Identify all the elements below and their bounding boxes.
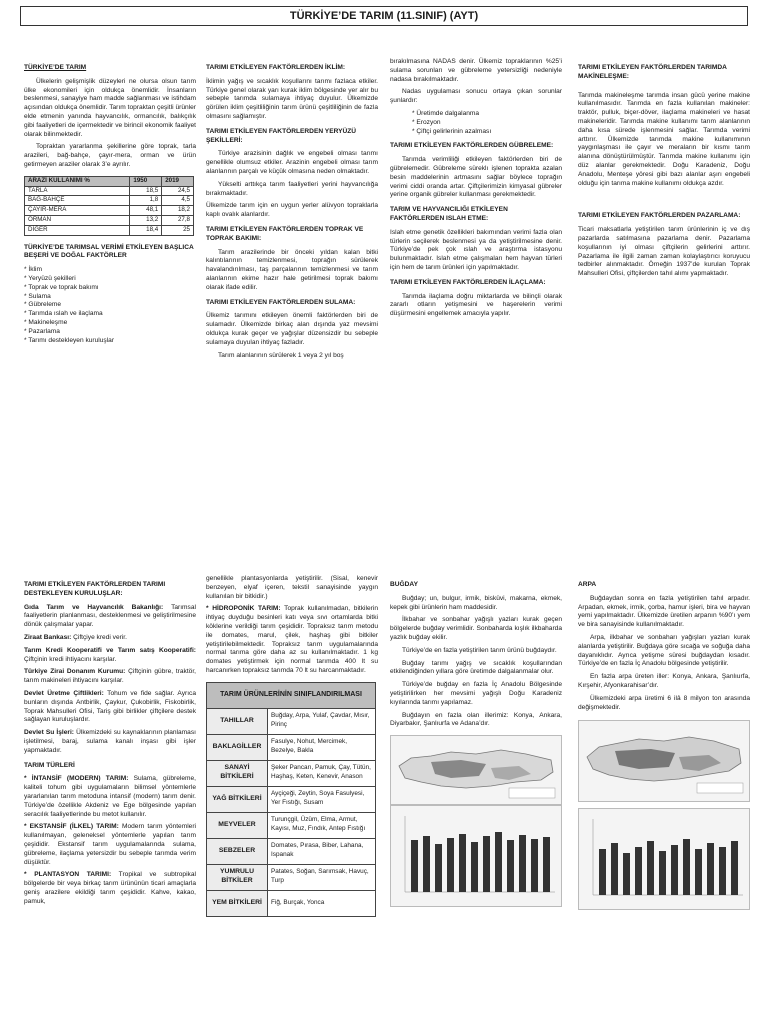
crop-classification-table (206, 682, 376, 917)
list-item: * Çiftçi gelirlerinin azalması (412, 127, 492, 135)
list-item: * Tarımda ıslah ve ilaçlama (24, 310, 103, 318)
paragraph: Islah etme genetik özellikleri bakımından verimi fazla olan türlerin seçilerek beslenmesi ya da yetiştirilmesine denir. Türkiye’de pek çok ıslah ve araştırma istasyonu bulunmaktadır. Islah etme çalışmaları hem hayvan türleri için hem de tarım ürünleri için yapılmaktadır. (390, 228, 562, 271)
type-item: * EKSTANSİF (İLKEL) TARIM: Modern tarım yöntemleri kullanılmayan, geleneksel yöntemlerle yapılan tarım çeşididir. Ekstansif tarım uygulamalarında sulama, gübreleme, ilaçlama yetersizdir bu sebeple tarımda verim düşüktür. (24, 823, 196, 866)
paragraph: Buğdayın en fazla olan illerimiz: Konya, Ankara, Diyarbakır, Şanlıurfa ve Adana’dır. (390, 711, 562, 728)
table-cell: TARLA (25, 186, 130, 196)
paragraph: İlkbahar ve sonbahar yağışlı yazları kurak geçen bölgelerde buğday verimlidir. Sonbaharda kışlık ilkbaharda yazlık buğday ekilir. (390, 616, 562, 641)
paragraph: Tarım alanlarının sürülerek 1 veya 2 yıl boş (218, 351, 344, 359)
type-item: * PLANTASYON TARIMI: Tropikal ve subtropikal bölgelerde bir veya birkaç tarım ürününün ticari amaçlarla geniş arazilere ekildiği tarım çeşididir. Kahve, kakao, pamuk, (24, 871, 196, 905)
paragraph: İklimin yağış ve sıcaklık koşullarını tarımı fazlaca etkiler. Türkiye genel olarak yarı kurak iklim bölgesinde yer alır bu sebeple tarımda sulamaya ihtiyaç duyulur. Ülkemizde görülen iklim çeşitliliğinin tarım ürünü çeşitliliğinin de fazla olmasını sağlamıştır. (206, 77, 378, 120)
table-row (25, 206, 194, 216)
paragraph: Buğdaydan sonra en fazla yetiştirilen tahıl arpadır. Arpadan, ekmek, irmik, çorba, hamur işleri, bira ve hayvan yemi yapılmaktadır. Ülkemizde üretilen arpanın %90’ı yem ve bira sanayisinde kullanılmaktadır. (578, 594, 750, 629)
table-cell: Şeker Pancarı, Pamuk, Çay, Tütün, Haşhaş, Keten, Kenevir, Anason (268, 760, 376, 786)
org-item: Devlet Su İşleri: Ülkemizdeki su kaynaklarının planlaması işletilmesi, baraj, sulama kanalı inşası gibi işler yapmaktadır. (24, 729, 196, 754)
section-heading: TARIM TÜRLERİ (24, 761, 75, 769)
section-heading: TARIMI ETKİLEYEN FAKTÖRLERDEN TARIMI DESTEKLEYEN KURULUŞLAR: (24, 581, 166, 597)
org-item: Tarım Kredi Kooperatifi ve Tarım satış Kooperatifi: Çiftçinin kredi ihtiyacını karşılar. (24, 646, 196, 663)
table-cell: 24,5 (162, 186, 194, 196)
paragraph: genellikle plantasyonlarda yetiştirilir. (Sisal, kenevir benzeyen, elyaf içeren, tekstil sanayisinde yaygın kullanılan bir bitkidir.) (206, 575, 378, 600)
table-cell: 4,5 (162, 196, 194, 206)
table-row (25, 186, 194, 196)
table-cell: SANAYİ BİTKİLERİ (207, 760, 268, 786)
table-cell: 1,8 (130, 196, 162, 206)
column-bugday (390, 575, 562, 907)
paragraph: Tarımda ilaçlama doğru miktarlarda ve bilinçli olarak zararlı otların yetişmesini ve haşerelerin verimi düşürmesini engellemek amacıyla yapılır. (390, 292, 562, 318)
table-cell: 48,1 (130, 206, 162, 216)
paragraph: Yükselti arttıkça tarım faaliyetleri yerini hayvancılığa bırakmaktadır. (206, 180, 378, 197)
table-cell: Domates, Pırasa, Biber, Lahana, Ispanak (268, 838, 376, 864)
paragraph: Arpa, ilkbahar ve sonbaharı yağışları yazları kurak alanlarda yetiştirilir. Buğdaya göre sıcağa ve soğuğa daha dayanıklıdır. Ayrıca yetişme süresi buğdaydan kısadır. Türkiye’de en fazla İç Anadolu bölgesinde yetiştirilir. (578, 633, 750, 668)
paragraph: Buğday; un, bulgur, irmik, bisküvi, makarna, ekmek, kepek gibi ürünlerin ham maddesidir. (390, 594, 562, 611)
section-heading: TARIMI ETKİLEYEN FAKTÖRLERDEN PAZARLAMA: (578, 212, 741, 220)
issue-list (390, 110, 562, 136)
list-item: * Gübreleme (24, 301, 62, 309)
table-cell: 27,8 (162, 215, 194, 225)
table-row (207, 786, 376, 812)
land-use-table (24, 176, 194, 236)
table-row (207, 890, 376, 916)
table-header: 2019 (162, 176, 194, 186)
turkey-map-icon (391, 736, 561, 804)
org-item: Ziraat Bankası: Çiftçiye kredi verir. (24, 633, 127, 641)
paragraph: Buğday tarımı yağış ve sıcaklık koşullarından etkilendiğinden yıllara göre üretimde dalgalanmalar olur. (390, 659, 562, 676)
column-nadas-gubreleme (390, 58, 562, 323)
table-cell: 18,5 (130, 186, 162, 196)
wheat-map-figure (390, 735, 562, 805)
section-heading: BUĞDAY (390, 581, 418, 588)
type-item: * İNTANSİF (MODERN) TARIM: Sulama, gübreleme, kaliteli tohum gibi uygulamaların bilimsel yöntemlerle yararlanılan tarım metoduna intansif (modern) tarım denir. Türkiye’de özellikle Akdeniz ve Ege bölgesinde yapılan seracılık faaliyetlerinde bu metot kullanılır. (24, 775, 196, 818)
org-item: Gıda Tarım ve Hayvancılık Bakanlığı: Tarımsal faaliyetlerin planlanması, desteklenmesi ve geliştirilmesine dönük çalışmalar yapar. (24, 603, 196, 629)
paragraph: Nadas uygulaması sonucu ortaya çıkan sorunlar şunlardır: (390, 88, 562, 105)
list-item: * Toprak ve toprak bakımı (24, 283, 99, 291)
table-cell: Ayçiçeği, Zeytin, Soya Fasulyesi, Yer Fıstığı, Susam (268, 786, 376, 812)
list-item: * İklim (24, 266, 42, 274)
table-row (25, 225, 194, 235)
table-title: TARIM ÜRÜNLERİNİN SINIFLANDIRILMASI (207, 682, 376, 708)
table-cell: BAĞ-BAHÇE (25, 196, 130, 206)
table-cell: Fiğ, Burçak, Yonca (268, 890, 376, 916)
bar-chart-icon (579, 809, 749, 909)
section-heading: ARPA (578, 581, 597, 588)
table-cell: Fasulye, Nohut, Mercimek, Bezelye, Bakla (268, 734, 376, 760)
list-item: * Pazarlama (24, 327, 60, 335)
barley-production-chart (578, 808, 750, 910)
table-cell: 25 (162, 225, 194, 235)
table-cell: SEBZELER (207, 838, 268, 864)
table-cell: 13,2 (130, 215, 162, 225)
factor-list (24, 266, 196, 345)
paragraph: Türkiye arazisinin dağlık ve engebeli olması tarımı genellikle olumsuz etkiler. Arazinin engebeli olması tarım alanlarının parçalı ve küçük olmasına neden olmaktadır. (206, 150, 378, 175)
table-cell: YUMRULU BİTKİLER (207, 864, 268, 890)
turkey-map-icon (579, 721, 749, 801)
org-item: Devlet Üretme Çiftlikleri: Tohum ve fide sağlar. Ayrıca bunların dışında Antbirlik, Çaykur, Çukobirlik, Fiskobirlik, Toprak Mahsulleri Ofisi, Tariş gibi birlikler çiftçilere destek sağlayan kuruluşlardır. (24, 689, 196, 724)
section-heading: TÜRKİYE’DE TARIM (24, 64, 87, 71)
column-arpa (578, 575, 750, 910)
table-cell: YEM BİTKİLERİ (207, 890, 268, 916)
list-item: * Üretimde dalgalanma (412, 109, 480, 117)
table-cell: Buğday, Arpa, Yulaf, Çavdar, Mısır, Pirinç (268, 708, 376, 734)
barley-map-figure (578, 720, 750, 802)
table-row (207, 838, 376, 864)
list-item: * Erozyon (412, 118, 441, 126)
list-item: * Sulama (24, 292, 51, 300)
table-cell: TAHILLAR (207, 708, 268, 734)
paragraph: Türkiye’de buğday en fazla İç Anadolu Bölgesinde yetiştirilirken her mevsimi yağışlı Doğu Karadeniz kıyılarında tarımı yapılamaz. (390, 681, 562, 706)
paragraph: Tarımda verimliliği etkileyen faktörlerden biri de gübrelemedir. Gübreleme süreklı işlenen toprakta azalan besin maddelerinin artmasını sağlar böylece toprağın verimi ciddi oranda artar. Çiftçilerimizin kimyasal gübreler yerine organik gübreler kullanması gerekmektedir. (390, 156, 562, 199)
column-turkiyede-tarim (24, 58, 196, 345)
section-heading: TARIMI ETKİLEYEN FAKTÖRLERDEN İLAÇLAMA: (390, 278, 546, 286)
section-heading: TARIMI ETKİLEYEN FAKTÖRLERDEN SULAMA: (206, 298, 356, 306)
table-cell: 18,2 (162, 206, 194, 216)
table-cell: Turunçgil, Üzüm, Elma, Armut, Kayısı, Muz, Fındık, Antep Fıstığı (268, 812, 376, 838)
paragraph: Ülkemizdeki arpa üretimi 6 ilâ 8 milyon ton arasında değişmektedir. (578, 694, 750, 711)
section-heading: TÜRKİYE’DE TARIMSAL VERİMİ ETKİLEYEN BAŞLICA BEŞERİ VE DOĞAL FAKTÖRLER (24, 243, 194, 260)
paragraph: Ülkelerin gelişmişlik düzeyleri ne olursa olsun tarım ülke ekonomileri için oldukça önemlidir. İnsanların beslenmesi, sanayiye ham madde sağlanması ve istihdam açısından oldukça önemlidir. Tarım topraktan çeşitli ürünler elde etmenin yanında hayvancılık, ormancılık, balıkçılık gibi faaliyetleri de içermektedir ve birincil ekonomik faaliyet olarak bilinmektedir. (24, 77, 196, 138)
table-cell: YAĞ BİTKİLERİ (207, 786, 268, 812)
wheat-production-chart (390, 805, 562, 907)
section-heading: TARIMI ETKİLEYEN FAKTÖRLERDEN İKLİM: (206, 64, 346, 71)
column-destekleyen-kuruluslar (24, 575, 196, 911)
paragraph: Topraktan yararlanma şekillerine göre toprak, tarla arazileri, bağ-bahçe, çayır-mera, orman ve ürün getirmeyen araziler olarak 3’e ayrılır. (24, 143, 196, 168)
table-cell: Patates, Soğan, Sarımsak, Havuç, Turp (268, 864, 376, 890)
page-title: TÜRKİYE’DE TARIM (11.SINIF) (AYT) (20, 6, 748, 26)
list-item: * Tarımı destekleyen kuruluşlar (24, 336, 115, 344)
table-cell: ÇAYIR-MERA (25, 206, 130, 216)
section-heading: TARIMI ETKİLEYEN FAKTÖRLERDEN TOPRAK VE TOPRAK BAKIMI: (206, 225, 364, 242)
table-cell: MEYVELER (207, 812, 268, 838)
table-header: 1950 (130, 176, 162, 186)
column-iklim-sulama (206, 58, 378, 364)
section-heading: TARIM VE HAYVANCILIĞI ETKİLEYEN FAKTÖRLERDEN ISLAH ETME: (390, 206, 508, 222)
bar-chart-icon (391, 806, 561, 906)
table-cell: 18,4 (130, 225, 162, 235)
table-row (207, 812, 376, 838)
column-makinelesme-pazarlama (578, 58, 750, 283)
org-item: Türkiye Zirai Donanım Kurumu: Çiftçinin gübre, traktör, tarım makineleri ihtiyacını karşılar. (24, 668, 196, 685)
paragraph: bırakılmasına NADAS denir. Ülkemiz topraklarının %25’i sulama sorunları ve gübreleme yetersizliği nedeniyle nadasa bırakılmaktadır. (390, 58, 562, 83)
section-heading: TARIMI ETKİLEYEN FAKTÖRLERDEN YERYÜZÜ ŞEKİLLERİ: (206, 127, 357, 144)
table-cell: BAKLAGİLLER (207, 734, 268, 760)
table-row (25, 215, 194, 225)
section-heading: TARIMI ETKİLEYEN FAKTÖRLERDEN GÜBRELEME: (390, 142, 554, 150)
table-row (207, 708, 376, 734)
table-row (207, 734, 376, 760)
table-row (207, 864, 376, 890)
paragraph: Ticari maksatlarla yetiştirilen tarım ürünlerinin iç ve dış pazarlarda satılmasına pazarlama denir. Pazarlama koşullarının iyi olması çiftçilerin gelirlerini arttırır. Pazarlama ile ilgili zaman zaman kolaylaştırıcı koruyucu tedbirler alınmaktadır. Örneğin 1937’de kurulan Toprak Mahsulleri Ofisi, çiftçilerden tahıl alımı yapmaktadır. (578, 226, 750, 278)
list-item: * Makineleşme (24, 318, 68, 326)
paragraph: Ülkemizde tarım için en uygun yerler alüvyon topraklarla kaplı ovalık alanlardır. (206, 202, 378, 219)
column-hidroponik-siniflandirma (206, 575, 378, 917)
section-heading: TARIMI ETKİLEYEN FAKTÖRLERDEN TARIMDA MAKİNELEŞME: (578, 64, 727, 80)
list-item: * Yeryüzü şekilleri (24, 274, 76, 282)
table-header: ARAZİ KULLANIMI % (25, 176, 130, 186)
table-cell: DİĞER (25, 225, 130, 235)
paragraph: Ülkemiz tarımını etkileyen önemli faktörlerden biri de sulamadır. Ülkemizde birkaç alan dışında yaz mevsimi oldukça kurak geçer ve yağışlar düzensizdir bu sebeple sulamaya duyulan ihtiyaç fazladır. (206, 312, 378, 346)
table-cell: ORMAN (25, 215, 130, 225)
paragraph: Tarım arazilerinde bir önceki yıldan kalan bitki kalıntılarının temizlenmesi, toprağın sürülerek havalandırılması, taş parçalarının temizlenmesi ve tarım alanlarının ekime hazır hale getirilmesi toprak bakımı olarak ifade edilir. (206, 248, 378, 291)
paragraph: * HİDROPONİK TARIM: Toprak kullanılmadan, bitkilerin ihtiyaç duyduğu besinleri katı veya sıvı ortamlarda bitki köklerine verildiği tarım çeşididir. Topraksız tarım metodu ile domates, marul, çilek, haşhaş gibi bitkiler yetiştirilebilmektedir. Topraksız tarım uygulamalarında normal tarıma göre daha az su kullanılmaktadır. 1 kg domates yetiştirmek için normal tarımda 400 lt su harcanırken topraksız tarımda 70 lt su harcanmaktadır. (206, 605, 378, 674)
paragraph: Türkiye’de en fazla yetiştirilen tarım ürünü buğdaydır. (402, 646, 557, 654)
table-row (207, 760, 376, 786)
paragraph: En fazla arpa üreten iller: Konya, Ankara, Şanlıurfa, Kırşehir, Afyonkarahisar’dır. (578, 673, 750, 689)
table-row (25, 196, 194, 206)
paragraph: Tarımda makineleşme tarımda insan gücü yerine makine kullanılmasıdır. Tarımda en fazla kullanılan makineler: traktör, pulluk, biçer-döver, ilaçlama makineleri ve hasat makineleridir. Tarımda makine kullanımı tarım alanlarının daha kısa sürede işlenmesini sağlar. Tarımda verimi arttırır. Ülkemizde tarımda makine kullanımının yaygınlaşması ile çayır ve meraların bir kısmı tarım alanına dönüştürülmüştür. Tarımda makine kullanımı için düz alanlar gerekmektedir. Doğu Karadeniz, Doğu Anadolu, Menteşe yöresi gibi bazı alanlar aşırı engebeli olduğu için tarıma makine kullanımı oldukça azdır. (578, 91, 750, 187)
